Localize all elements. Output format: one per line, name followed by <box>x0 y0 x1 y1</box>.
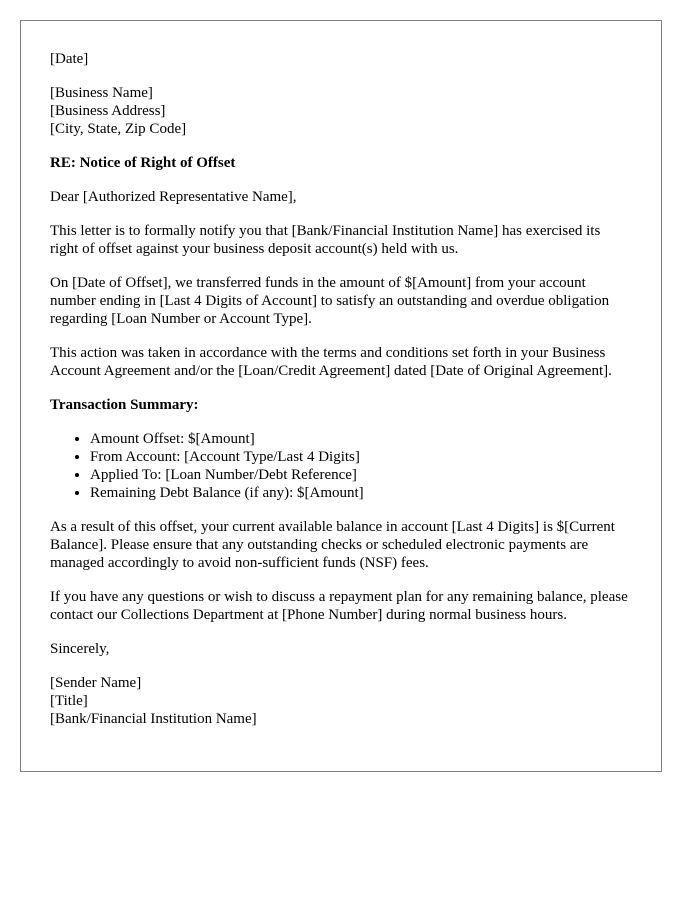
summary-list <box>50 430 632 502</box>
sender-name: [Sender Name] <box>50 675 142 691</box>
body-paragraph: This action was taken in accordance with the terms and conditions set forth in your Business Account Agreement and/or the [Loan/Credit Agreement] dated [Date of Original Agreement]. <box>50 345 612 379</box>
summary-heading: Transaction Summary: <box>50 397 199 413</box>
sender-block <box>50 674 632 728</box>
letter <box>20 20 662 772</box>
sender-institution: [Bank/Financial Institution Name] <box>50 711 257 727</box>
summary-item: • Amount Offset: $[Amount] <box>90 430 632 448</box>
body-paragraph: This letter is to formally notify you that [Bank/Financial Institution Name] has exercised its right of offset against your business deposit account(s) held with us. <box>50 223 601 257</box>
signoff: Sincerely, <box>50 641 110 657</box>
body-paragraph: As a result of this offset, your current available balance in account [Last 4 Digits] is $[Current Balance]. Please ensure that any outstanding checks or scheduled electronic payments are managed accordingly to avoid non-sufficient funds (NSF) fees. <box>50 519 615 571</box>
business-address: [Business Address] <box>50 103 166 119</box>
summary-item: • Applied To: [Loan Number/Debt Reference] <box>90 466 632 484</box>
sender-title: [Title] <box>50 693 88 709</box>
body-paragraph: On [Date of Offset], we transferred funds in the amount of $[Amount] from your account number ending in [Last 4 Digits of Account] to satisfy an outstanding and overdue obligation regarding [Loan Number or Account Type]. <box>50 275 610 327</box>
subject-line: RE: Notice of Right of Offset <box>50 155 236 171</box>
salutation: Dear [Authorized Representative Name], <box>50 189 297 205</box>
city-state-zip: [City, State, Zip Code] <box>50 121 187 137</box>
business-name: [Business Name] <box>50 85 153 101</box>
recipient-block <box>50 84 632 138</box>
summary-item: • Remaining Debt Balance (if any): $[Amount] <box>90 484 632 502</box>
letter-date: [Date] <box>50 51 89 67</box>
summary-item: • From Account: [Account Type/Last 4 Digits] <box>90 448 632 466</box>
body-paragraph: If you have any questions or wish to discuss a repayment plan for any remaining balance, please contact our Collections Department at [Phone Number] during normal business hours. <box>50 589 628 623</box>
